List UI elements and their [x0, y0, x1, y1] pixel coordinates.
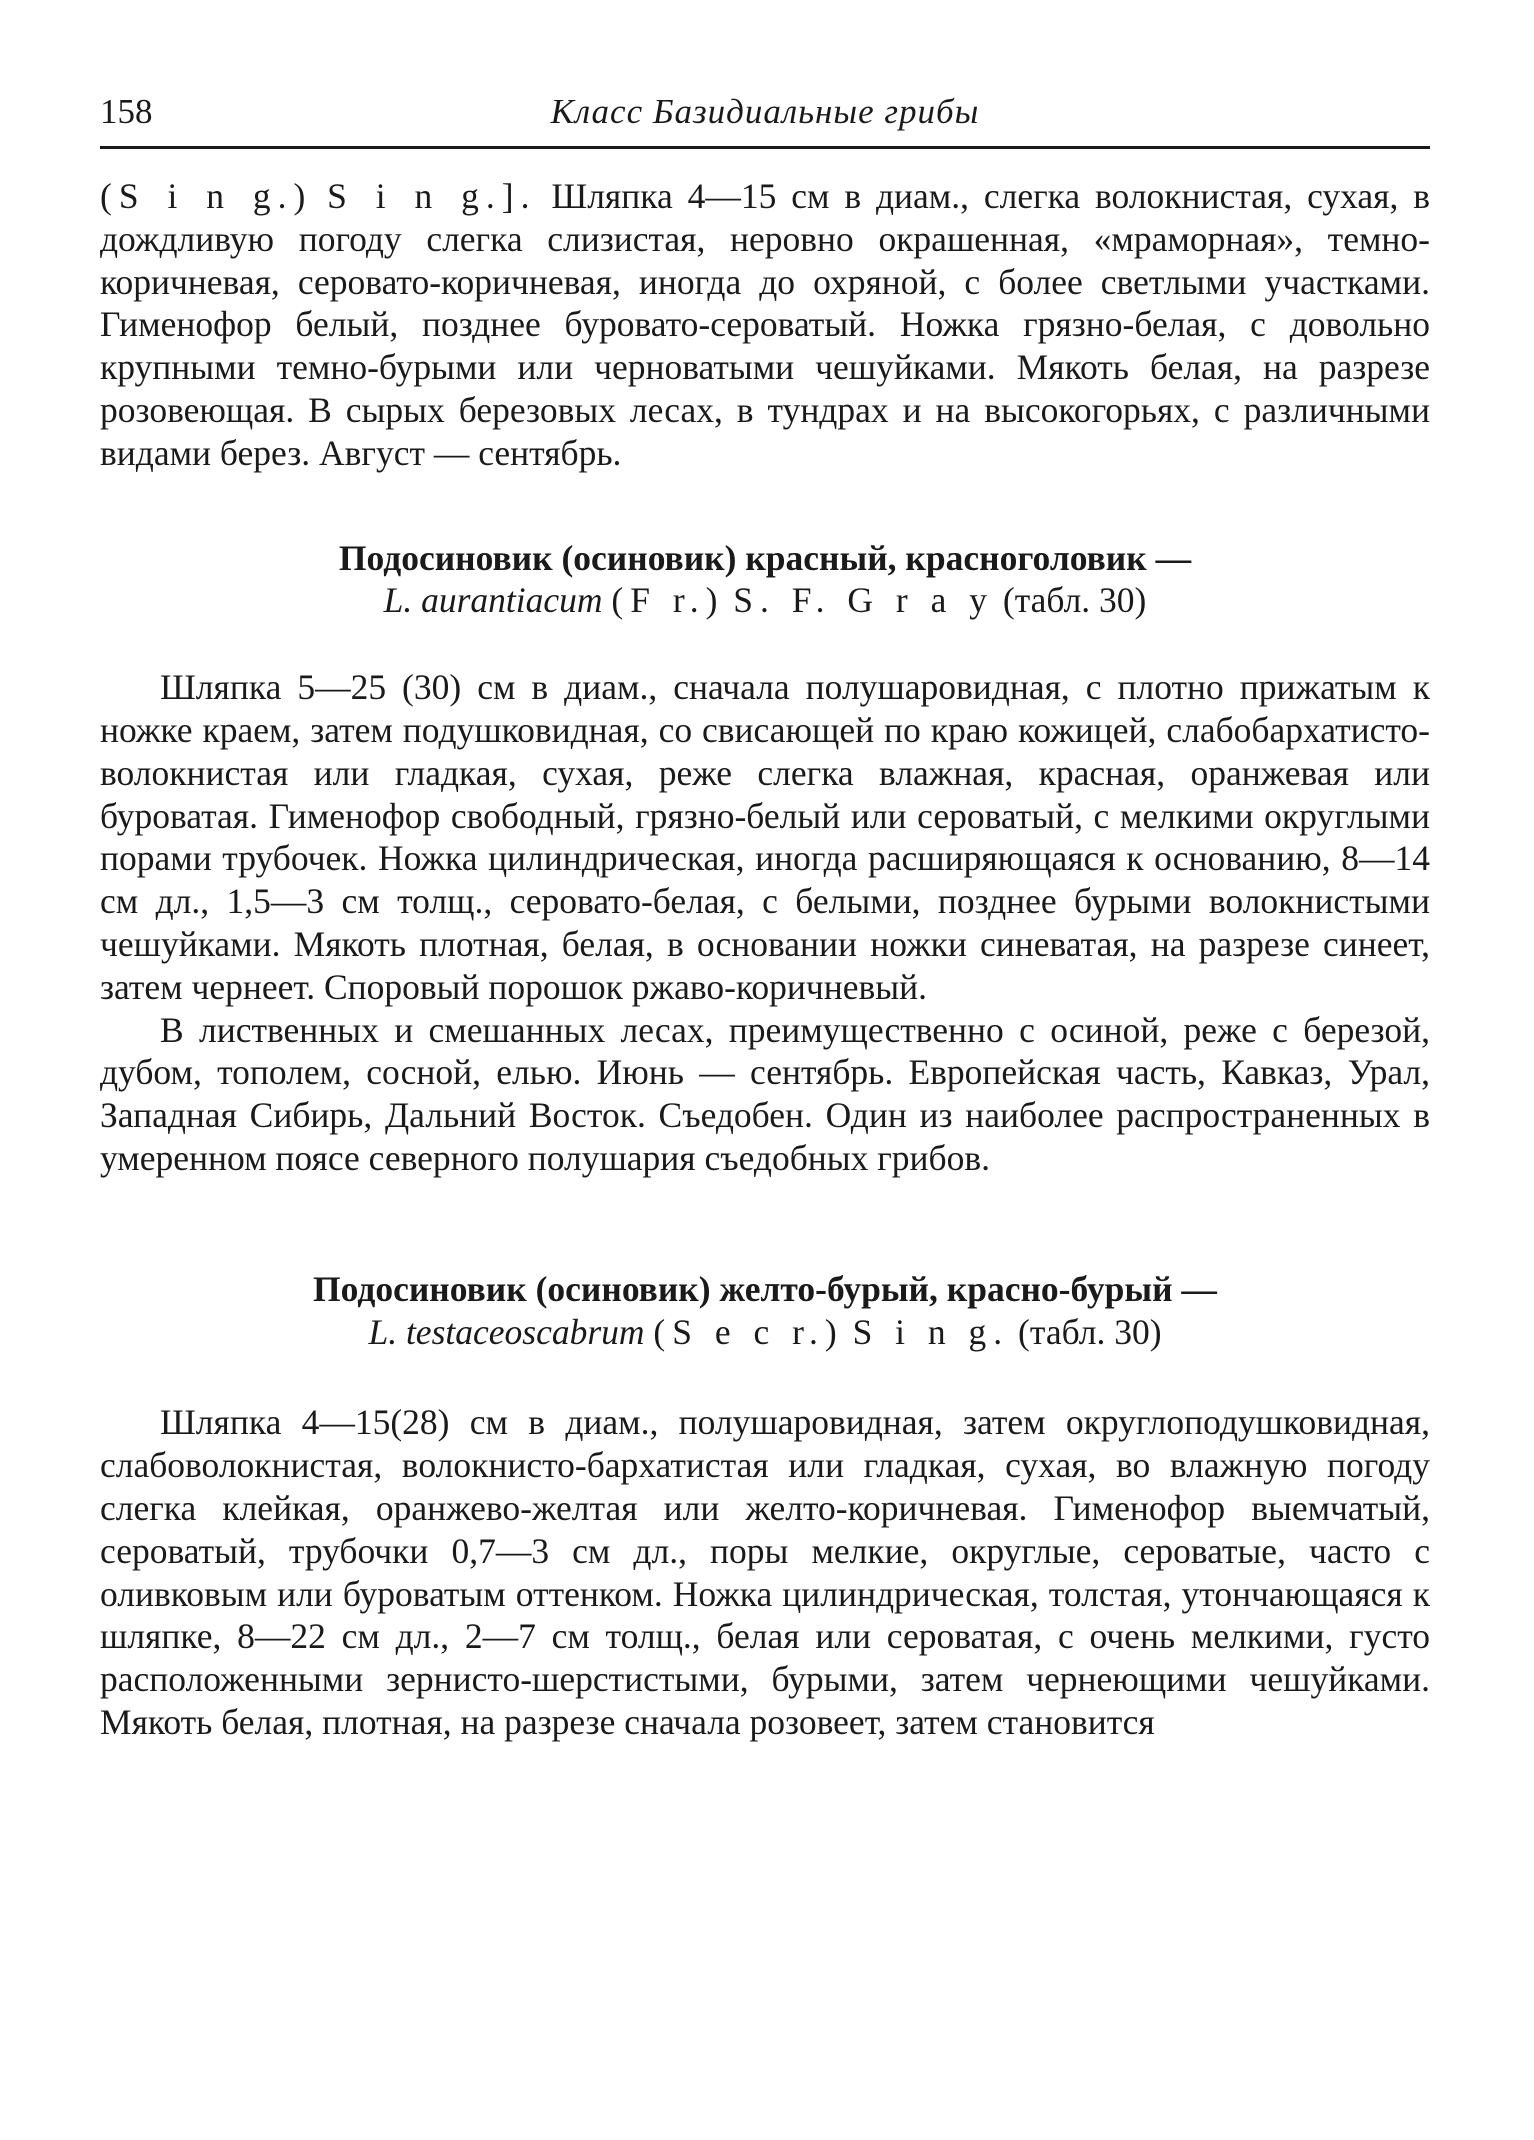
species-habitat: В лиственных и смешанных лесах, преимущественно с осиной, реже с березой, дубом, тополем, сосной, елью. Июнь — сентябрь. Европейская часть, Кавказ, Урал, Западная Сибирь, Дальний Восток. Съедобен. Один из наиболее распространенных в умеренном поясе северного полушария съедобных грибов. — [100, 1009, 1430, 1178]
species-heading-testaceoscabrum — [100, 1268, 1430, 1354]
author-citation: S i n g.]. — [327, 176, 537, 216]
species-title: Подосиновик (осиновик) красный, красноголовик — — [338, 537, 1192, 578]
running-head — [100, 88, 1430, 136]
author-citation: (S i n g.) — [100, 176, 313, 216]
author-citation: (S e c r.) — [653, 1311, 844, 1352]
plate-reference: (табл. 30) — [1018, 1311, 1162, 1352]
continuation-paragraph — [100, 175, 1430, 475]
latin-name: L. testaceoscabrum — [368, 1311, 645, 1352]
continuation-text: Шляпка 4—15 см в диам., слегка волокнистая, сухая, в дождливую погоду слегка слизистая, неровно окрашенная, «мраморная», темно-коричневая, серовато-коричневая, иногда до охряной, с более светлыми участками. Гименофор белый, позднее буровато-сероватый. Ножка грязно-белая, с довольно крупными темно-бурыми или черноватыми чешуйками. Мякоть белая, на разрезе розовеющая. В сырых березовых лесах, в тундрах и на высокогорьях, с различными видами берез. Август — сентябрь. — [100, 176, 1431, 473]
book-page — [100, 88, 1430, 1744]
plate-reference: (табл. 30) — [1002, 580, 1147, 621]
species-latin-line — [100, 1311, 1430, 1354]
running-title: Класс Базидиальные грибы — [550, 92, 980, 131]
author-citation: (F r.) — [611, 580, 725, 621]
header-rule — [100, 146, 1430, 149]
species-title: Подосиновик (осиновик) желто-бурый, красно-бурый — — [313, 1268, 1217, 1309]
page-number: 158 — [100, 92, 153, 131]
species-latin-line — [100, 579, 1430, 622]
species-description: Шляпка 4—15(28) см в диам., полушаровидная, затем округлоподушковидная, слабоволокнистая, волокнисто-бархатистая или гладкая, сухая, во влажную погоду слегка клейкая, оранжево-желтая или желто-коричневая. Гименофор выемчатый, сероватый, трубочки 0,7—3 см дл., поры мелкие, округлые, сероватые, часто с оливковым или буроватым оттенком. Ножка цилиндрическая, толстая, утончающаяся к шляпке, 8—22 см дл., 2—7 см толщ., белая или сероватая, с очень мелкими, густо расположенными зернисто-шерстистыми, бурыми, затем чернеющими чешуйками. Мякоть белая, плотная, на разрезе сначала розовеет, затем становится — [100, 1402, 1430, 1742]
species-description: Шляпка 5—25 (30) см в диам., сначала полушаровидная, с плотно прижатым к ножке краем, затем подушковидная, со свисающей по краю кожицей, слабобархатисто-волокнистая или гладкая, сухая, реже слегка влажная, красная, оранжевая или буроватая. Гименофор свободный, грязно-белый или сероватый, с мелкими округлыми порами трубочек. Ножка цилиндрическая, иногда расширяющаяся к основанию, 8—14 см дл., 1,5—3 см толщ., серовато-белая, с белыми, позднее бурыми волокнистыми чешуйками. Мякоть плотная, белая, в основании ножки синеватая, на разрезе синеет, затем чернеет. Споровый порошок ржаво-коричневый. — [100, 667, 1430, 1007]
author-citation: S i n g. — [852, 1311, 1010, 1352]
species-heading-aurantiacum — [100, 537, 1430, 623]
author-citation: S. F. G r a y — [733, 580, 995, 621]
latin-name: L. aurantiacum — [383, 580, 603, 621]
